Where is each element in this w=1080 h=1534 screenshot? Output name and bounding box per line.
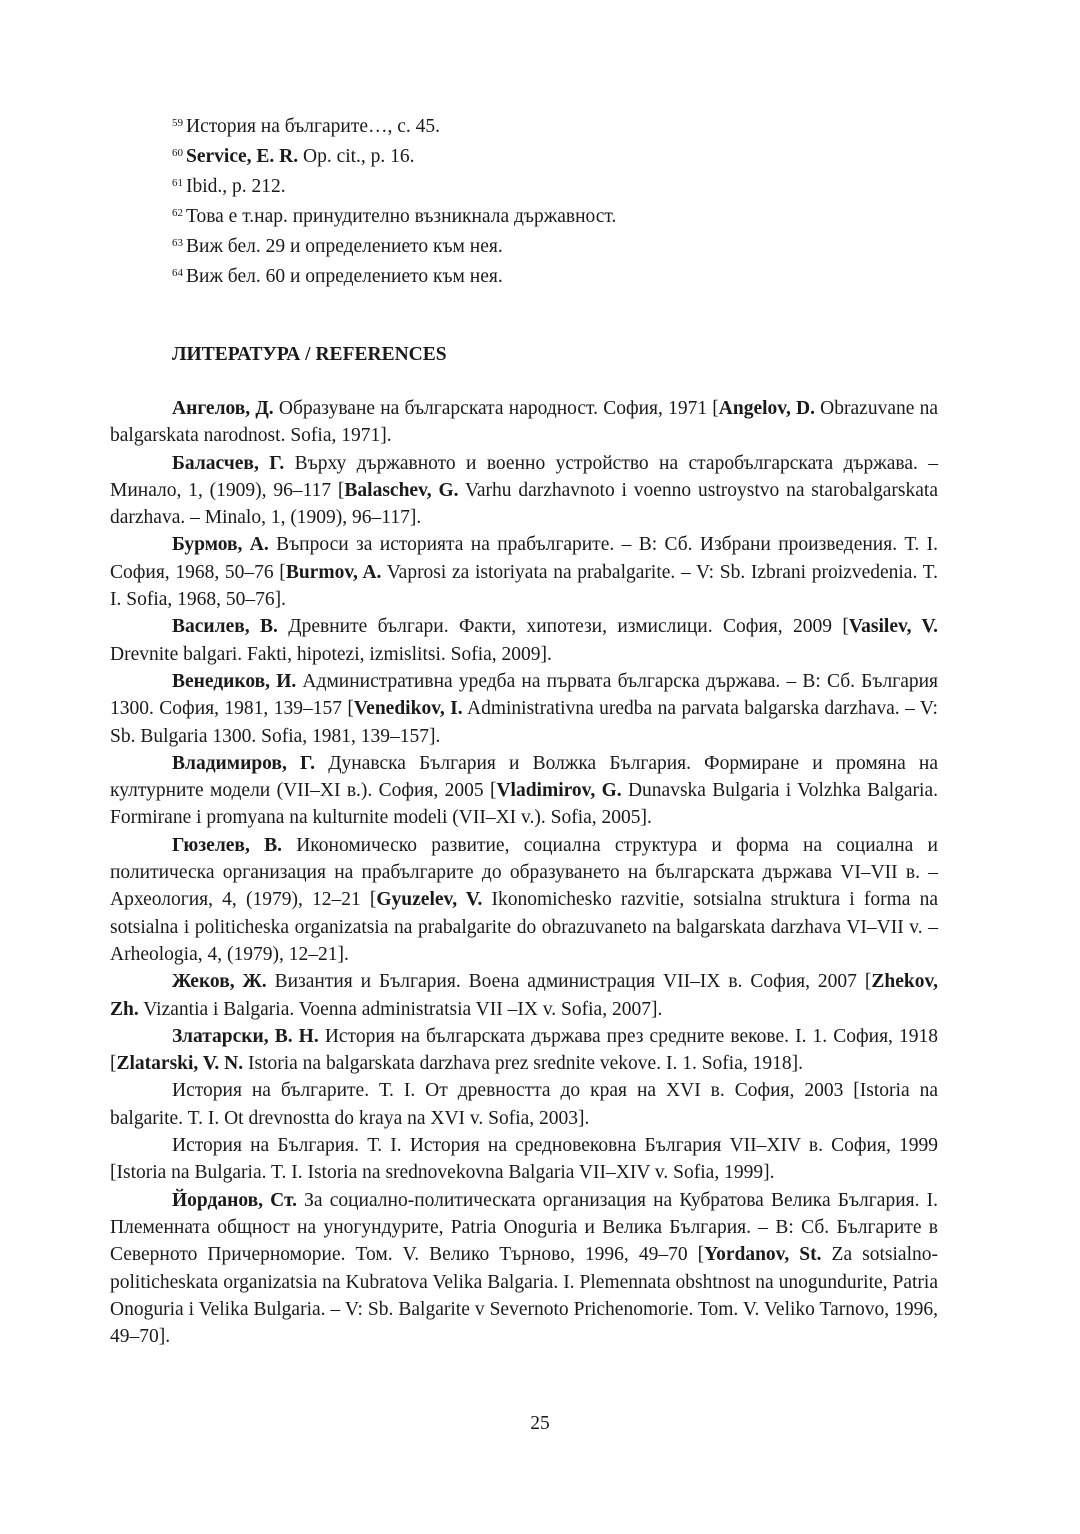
footnote-text: Виж бел. 60 и определението към нея. bbox=[186, 266, 503, 287]
reference-entry bbox=[110, 395, 938, 450]
reference-author-translit: Yordanov, St. bbox=[704, 1244, 822, 1266]
reference-text: Дунавска България и Волжка България. Формиране и промяна на културните модели (VII–XI в.). София, 2005 [ bbox=[110, 752, 938, 802]
reference-text: Византия и България. Военa администрация VII–IX в. София, 2007 [ bbox=[266, 971, 872, 993]
reference-author-translit: Burmov, A. bbox=[285, 561, 382, 583]
reference-text-translit: Istoria na balgarskata darzhava prez srednite vekove. I. 1. Sofia, 1918]. bbox=[243, 1053, 803, 1075]
footnote-number: 62 bbox=[172, 207, 183, 219]
reference-entry bbox=[110, 1132, 938, 1187]
reference-author: Баласчев, Г. bbox=[172, 452, 285, 474]
footnote bbox=[172, 140, 938, 170]
reference-author: Жеков, Ж. bbox=[172, 971, 267, 993]
references-heading: ЛИТЕРАТУРА / REFERENCES bbox=[172, 344, 447, 365]
reference-author: Бурмов, А. bbox=[172, 534, 269, 556]
footnotes bbox=[172, 110, 938, 290]
reference-entry bbox=[110, 668, 938, 750]
footnote-number: 61 bbox=[172, 177, 183, 189]
reference-author: Златарски, В. Н. bbox=[172, 1025, 319, 1047]
footnote-number: 59 bbox=[172, 117, 183, 129]
reference-text: За социално-политическата организация на Кубратова Велика България. I. Племенната общност на уногундурите, Patria Onoguria и Велика България. – В: Сб. Българите в Северното Причерноморие. Том. V. Велико Търново, 1996, 49–70 [ bbox=[110, 1189, 938, 1266]
reference-author: Василев, В. bbox=[172, 616, 278, 638]
reference-text: Върху държавното и военно устройство на старобългарската държава. – Минало, 1, (1909), 96–117 [ bbox=[110, 452, 938, 501]
reference-author-translit: Gyuzelev, V. bbox=[376, 889, 483, 911]
reference-entry bbox=[110, 750, 938, 832]
reference-author-translit: Zlatarski, V. N. bbox=[116, 1053, 244, 1075]
reference-text: Икономическо развитие, социална структура и форма на социална и политическа организация на прабългарите до образуването на българската държава VI–VII в. – Археология, 4, (1979), 12–21 [ bbox=[110, 834, 938, 911]
reference-author: Венедиков, И. bbox=[172, 670, 297, 692]
reference-text-translit: Vaprosi za istoriyata na prabalgarite. – V: Sb. Izbrani proizvedenia. T. I. Sofia, 1968, 50–76]. bbox=[110, 561, 938, 611]
reference-entry bbox=[110, 1187, 938, 1351]
reference-text-translit: Obrazuvane na balgarskata narodnost. Sofia, 1971]. bbox=[110, 398, 938, 447]
reference-text-translit: Dunavska Bulgaria i Volzhka Balgaria. Formirane i promyana na kulturnite modeli (VII–XI v.). Sofia, 2005]. bbox=[110, 780, 938, 829]
reference-author-translit: Vladimirov, G. bbox=[496, 780, 622, 802]
reference-entry bbox=[110, 968, 938, 1023]
reference-text: История на България. Т. I. История на средновековна България VII–XIV в. София, 1999 [Istoria na Bulgaria. T. I. Istoria na srednovekovna Balgaria VII–XIV v. Sofia, 1999]. bbox=[110, 1135, 938, 1184]
reference-text: Административна уредба на първата българска държава. – В: Сб. България 1300. София, 1981, 139–157 [ bbox=[110, 670, 938, 720]
page-number: 25 bbox=[530, 1413, 550, 1434]
reference-entry bbox=[110, 531, 938, 613]
reference-author-translit: Angelov, D. bbox=[718, 398, 815, 419]
reference-text-translit: Drevnite balgari. Fakti, hipotezi, izmislitsi. Sofia, 2009]. bbox=[110, 643, 552, 665]
footnote-number: 60 bbox=[172, 147, 183, 159]
footnote-number: 64 bbox=[172, 267, 183, 279]
reference-author: Йорданов, Ст. bbox=[172, 1189, 297, 1211]
reference-author-translit: Balaschev, G. bbox=[344, 479, 459, 501]
page-content bbox=[110, 110, 938, 1350]
references-list bbox=[110, 395, 938, 1350]
footnote bbox=[172, 230, 938, 260]
reference-author-translit: Vasilev, V. bbox=[848, 616, 938, 638]
reference-entry bbox=[110, 1077, 938, 1132]
footnote-text: Това е т.нар. принудително възникнала държавност. bbox=[186, 206, 617, 227]
reference-text: Въпроси за историята на прабългарите. – В: Сб. Избрани произведения. Т. I. София, 1968, 50–76 [ bbox=[110, 534, 938, 583]
reference-text: Образуване на българската народност. София, 1971 [ bbox=[273, 398, 719, 419]
reference-author-translit: Venedikov, I. bbox=[353, 698, 463, 720]
reference-text-translit: Vizantia i Balgaria. Voenna administratsia VII –IX v. Sofia, 2007]. bbox=[138, 998, 663, 1020]
reference-text-translit: Za sotsialno-politicheskata organizatsia na Kubratova Velika Balgaria. I. Plemennata obshtnost na unogundurite, Patria Onoguria i Velika Bulgaria. – V: Sb. Balgarite v Severnoto Prichenomorie. Tom. V. Veliko Tarnovo, 1996, 49–70]. bbox=[110, 1244, 939, 1348]
reference-entry bbox=[110, 613, 938, 668]
reference-author: Ангелов, Д. bbox=[172, 398, 274, 419]
reference-text: История на българската държава през средните векове. I. 1. София, 1918 [ bbox=[110, 1025, 938, 1075]
reference-text-translit: Administrativna uredba na parvata balgarska darzhava. – V: Sb. Bulgaria 1300. Sofia, 1981, 139–157]. bbox=[110, 698, 938, 747]
footnote-text: История на българите…, с. 45. bbox=[186, 116, 441, 137]
footnote-text: Ibid., p. 212. bbox=[186, 176, 286, 197]
reference-author: Владимиров, Г. bbox=[172, 752, 316, 774]
footnote-author: Service, E. R. bbox=[186, 146, 299, 167]
reference-author-translit: Zhekov, Zh. bbox=[110, 971, 938, 1020]
reference-text: История на българите. Т. I. От древността до края на XVI в. София, 2003 [Istoria na balgarite. T. I. Ot drevnostta do kraya na XVI v. Sofia, 2003]. bbox=[110, 1080, 938, 1129]
footnote-number: 63 bbox=[172, 237, 183, 249]
footnote-text: Виж бел. 29 и определението към нея. bbox=[186, 236, 503, 257]
footnote bbox=[172, 200, 938, 230]
footnote bbox=[172, 110, 938, 140]
footnote bbox=[172, 260, 938, 290]
reference-text-translit: Ikonomichesko razvitie, sotsialna struktura i forma na sotsialna i politicheska organizatsia na prabalgarite do obrazuvaneto na balgarskata darzhava VI–VII v. – Arheologia, 4, (1979), 12–21]. bbox=[110, 889, 938, 965]
footnote-text: Op. cit., p. 16. bbox=[298, 146, 415, 167]
reference-entry bbox=[110, 832, 938, 968]
footnote bbox=[172, 170, 938, 200]
reference-entry bbox=[110, 1023, 938, 1078]
reference-entry bbox=[110, 450, 938, 532]
reference-author: Гюзелев, В. bbox=[172, 834, 282, 856]
reference-text: Древните българи. Факти, хипотези, измислици. София, 2009 [ bbox=[277, 616, 849, 638]
reference-text-translit: Varhu darzhavnoto i voenno ustroystvo na starobalgarskata darzhava. – Minalo, 1, (1909), 96–117]. bbox=[110, 479, 938, 529]
